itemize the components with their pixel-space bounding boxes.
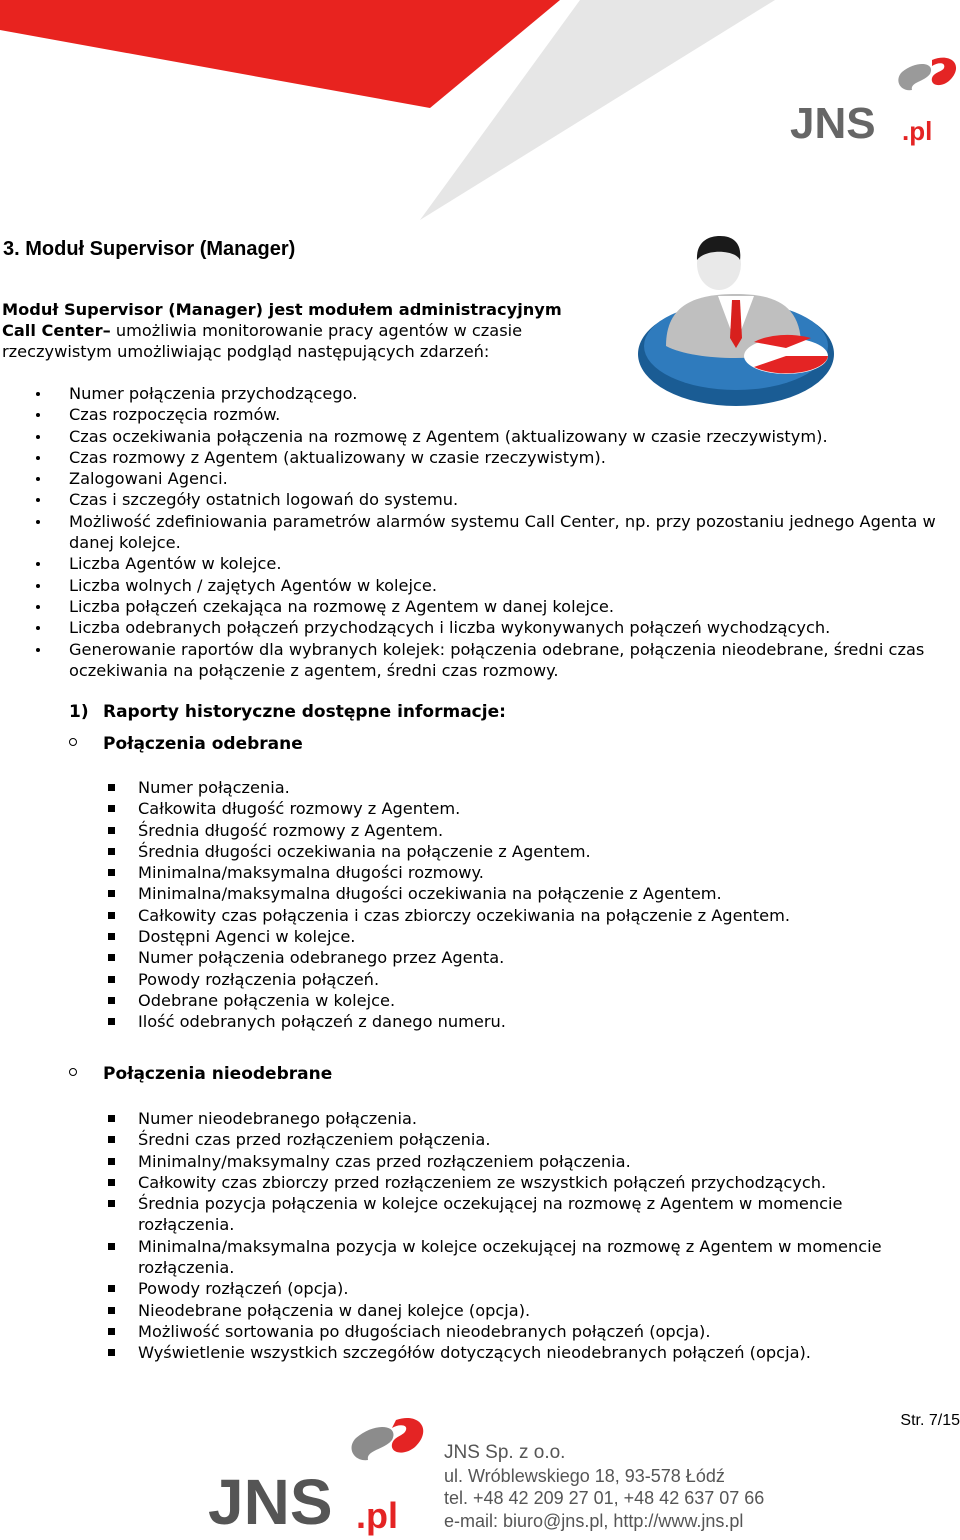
list-item: Całkowity czas połączenia i czas zbiorczy oczekiwania na połączenie z Agentem. bbox=[0, 905, 918, 926]
page-number: Str. 7/15 bbox=[900, 1412, 960, 1429]
list-item: Średnia długości oczekiwania na połączenie z Agentem. bbox=[0, 841, 918, 862]
reports-heading-text: Raporty historyczne dostępne informacje: bbox=[103, 702, 506, 722]
intro-paragraph bbox=[2, 299, 582, 362]
list-item: Średnia długość rozmowy z Agentem. bbox=[0, 820, 918, 841]
jns-logo-top bbox=[782, 52, 958, 152]
logo-swirl-gray bbox=[352, 1427, 394, 1460]
list-item: Numer połączenia. bbox=[0, 777, 918, 798]
list-item: Minimalna/maksymalna pozycja w kolejce oczekującej na rozmowę z Agentem w momencie rozłączenia. bbox=[0, 1236, 918, 1279]
list-item: Minimalna/maksymalna długości rozmowy. bbox=[0, 862, 918, 883]
list-item: Możliwość zdefiniowania parametrów alarmów systemu Call Center, np. przy pozostaniu jednego Agenta w danej kolejce. bbox=[0, 511, 954, 554]
list-item: Numer nieodebranego połączenia. bbox=[0, 1108, 918, 1129]
list-item: Minimalny/maksymalny czas przed rozłączeniem połączenia. bbox=[0, 1151, 918, 1172]
company-phone: tel. +48 42 209 27 01, +48 42 637 07 66 bbox=[444, 1488, 765, 1508]
list-item: Liczba połączeń czekająca na rozmowę z Agentem w danej kolejce. bbox=[0, 596, 954, 617]
reports-heading-number: 1) bbox=[69, 702, 89, 722]
jns-logo-bottom bbox=[206, 1412, 436, 1540]
list-item: Wyświetlenie wszystkich szczegółów dotyczących nieodebranych połączeń (opcja). bbox=[0, 1342, 918, 1363]
logo-tld: .pl bbox=[902, 116, 933, 146]
company-name: JNS Sp. z o.o. bbox=[444, 1442, 566, 1463]
company-email: e-mail: biuro@jns.pl, http://www.jns.pl bbox=[444, 1510, 744, 1531]
list-item: Czas oczekiwania połączenia na rozmowę z Agentem (aktualizowany w czasie rzeczywistym). bbox=[0, 426, 954, 447]
list-item: Ilość odebranych połączeń z danego numeru. bbox=[0, 1011, 918, 1032]
list-item: Czas rozmowy z Agentem (aktualizowany w czasie rzeczywistym). bbox=[0, 447, 954, 468]
company-address: ul. Wróblewskiego 18, 93-578 Łódź bbox=[444, 1465, 725, 1486]
list-item: Możliwość sortowania po długościach nieodebranych połączeń (opcja). bbox=[0, 1321, 918, 1342]
answered-heading-text: Połączenia odebrane bbox=[103, 734, 303, 754]
list-item: Nieodebrane połączenia w danej kolejce (opcja). bbox=[0, 1300, 918, 1321]
logo-tld: .pl bbox=[356, 1495, 398, 1536]
list-item: Czas rozpoczęcia rozmów. bbox=[0, 404, 954, 425]
list-item: Czas i szczegóły ostatnich logowań do systemu. bbox=[0, 489, 954, 510]
list-item: Generowanie raportów dla wybranych kolejek: połączenia odebrane, połączenia nieodebrane, średni czas oczekiwania na połączenie z agentem, średni czas rozmowy. bbox=[0, 639, 954, 682]
list-item: Całkowity czas zbiorczy przed rozłączeniem ze wszystkich połączeń przychodzących. bbox=[0, 1172, 918, 1193]
list-item: Całkowita długość rozmowy z Agentem. bbox=[0, 798, 918, 819]
list-item: Liczba odebranych połączeń przychodzących i liczba wykonywanych połączeń wychodzących. bbox=[0, 617, 954, 638]
list-item: Numer połączenia przychodzącego. bbox=[0, 383, 954, 404]
circle-bullet-icon bbox=[69, 1068, 77, 1076]
list-item: Liczba Agentów w kolejce. bbox=[0, 553, 954, 574]
answered-list bbox=[0, 777, 960, 1033]
intro-text: umożliwia monitorowanie pracy agentów w czasie rzeczywistym umożliwiając podgląd następujących zdarzeń: bbox=[2, 321, 523, 361]
red-stripe bbox=[0, 0, 560, 108]
missed-heading-text: Połączenia nieodebrane bbox=[103, 1064, 333, 1084]
answered-heading bbox=[69, 734, 303, 754]
list-item: Liczba wolnych / zajętych Agentów w kolejce. bbox=[0, 575, 954, 596]
red-tie bbox=[730, 300, 742, 348]
contact-block bbox=[444, 1442, 764, 1532]
features-list bbox=[0, 383, 960, 681]
section-title: 3. Moduł Supervisor (Manager) bbox=[3, 238, 296, 260]
missed-heading bbox=[69, 1064, 332, 1084]
list-item: Zalogowani Agenci. bbox=[0, 468, 954, 489]
logo-swirl-red bbox=[392, 1418, 423, 1453]
circle-bullet-icon bbox=[69, 738, 77, 746]
list-item: Powody rozłączeń (opcja). bbox=[0, 1278, 918, 1299]
list-item: Średni czas przed rozłączeniem połączenia. bbox=[0, 1129, 918, 1150]
list-item: Minimalna/maksymalna długości oczekiwania na połączenie z Agentem. bbox=[0, 883, 918, 904]
list-item: Numer połączenia odebranego przez Agenta. bbox=[0, 947, 918, 968]
logo-swirl-red bbox=[932, 58, 956, 85]
logo-text: JNS bbox=[208, 1466, 333, 1538]
list-item: Średnia pozycja połączenia w kolejce oczekującej na rozmowę z Agentem w momencie rozłączenia. bbox=[0, 1193, 918, 1236]
intro-bold: Moduł Supervisor (Manager) jest modułem administracyjnym Call Center– bbox=[2, 300, 562, 340]
missed-list bbox=[0, 1108, 960, 1364]
list-item: Dostępni Agenci w kolejce. bbox=[0, 926, 918, 947]
reports-heading bbox=[69, 702, 506, 722]
logo-text: JNS bbox=[790, 99, 876, 148]
list-item: Powody rozłączenia połączeń. bbox=[0, 969, 918, 990]
list-item: Odebrane połączenia w kolejce. bbox=[0, 990, 918, 1011]
logo-swirl-gray bbox=[898, 64, 931, 90]
